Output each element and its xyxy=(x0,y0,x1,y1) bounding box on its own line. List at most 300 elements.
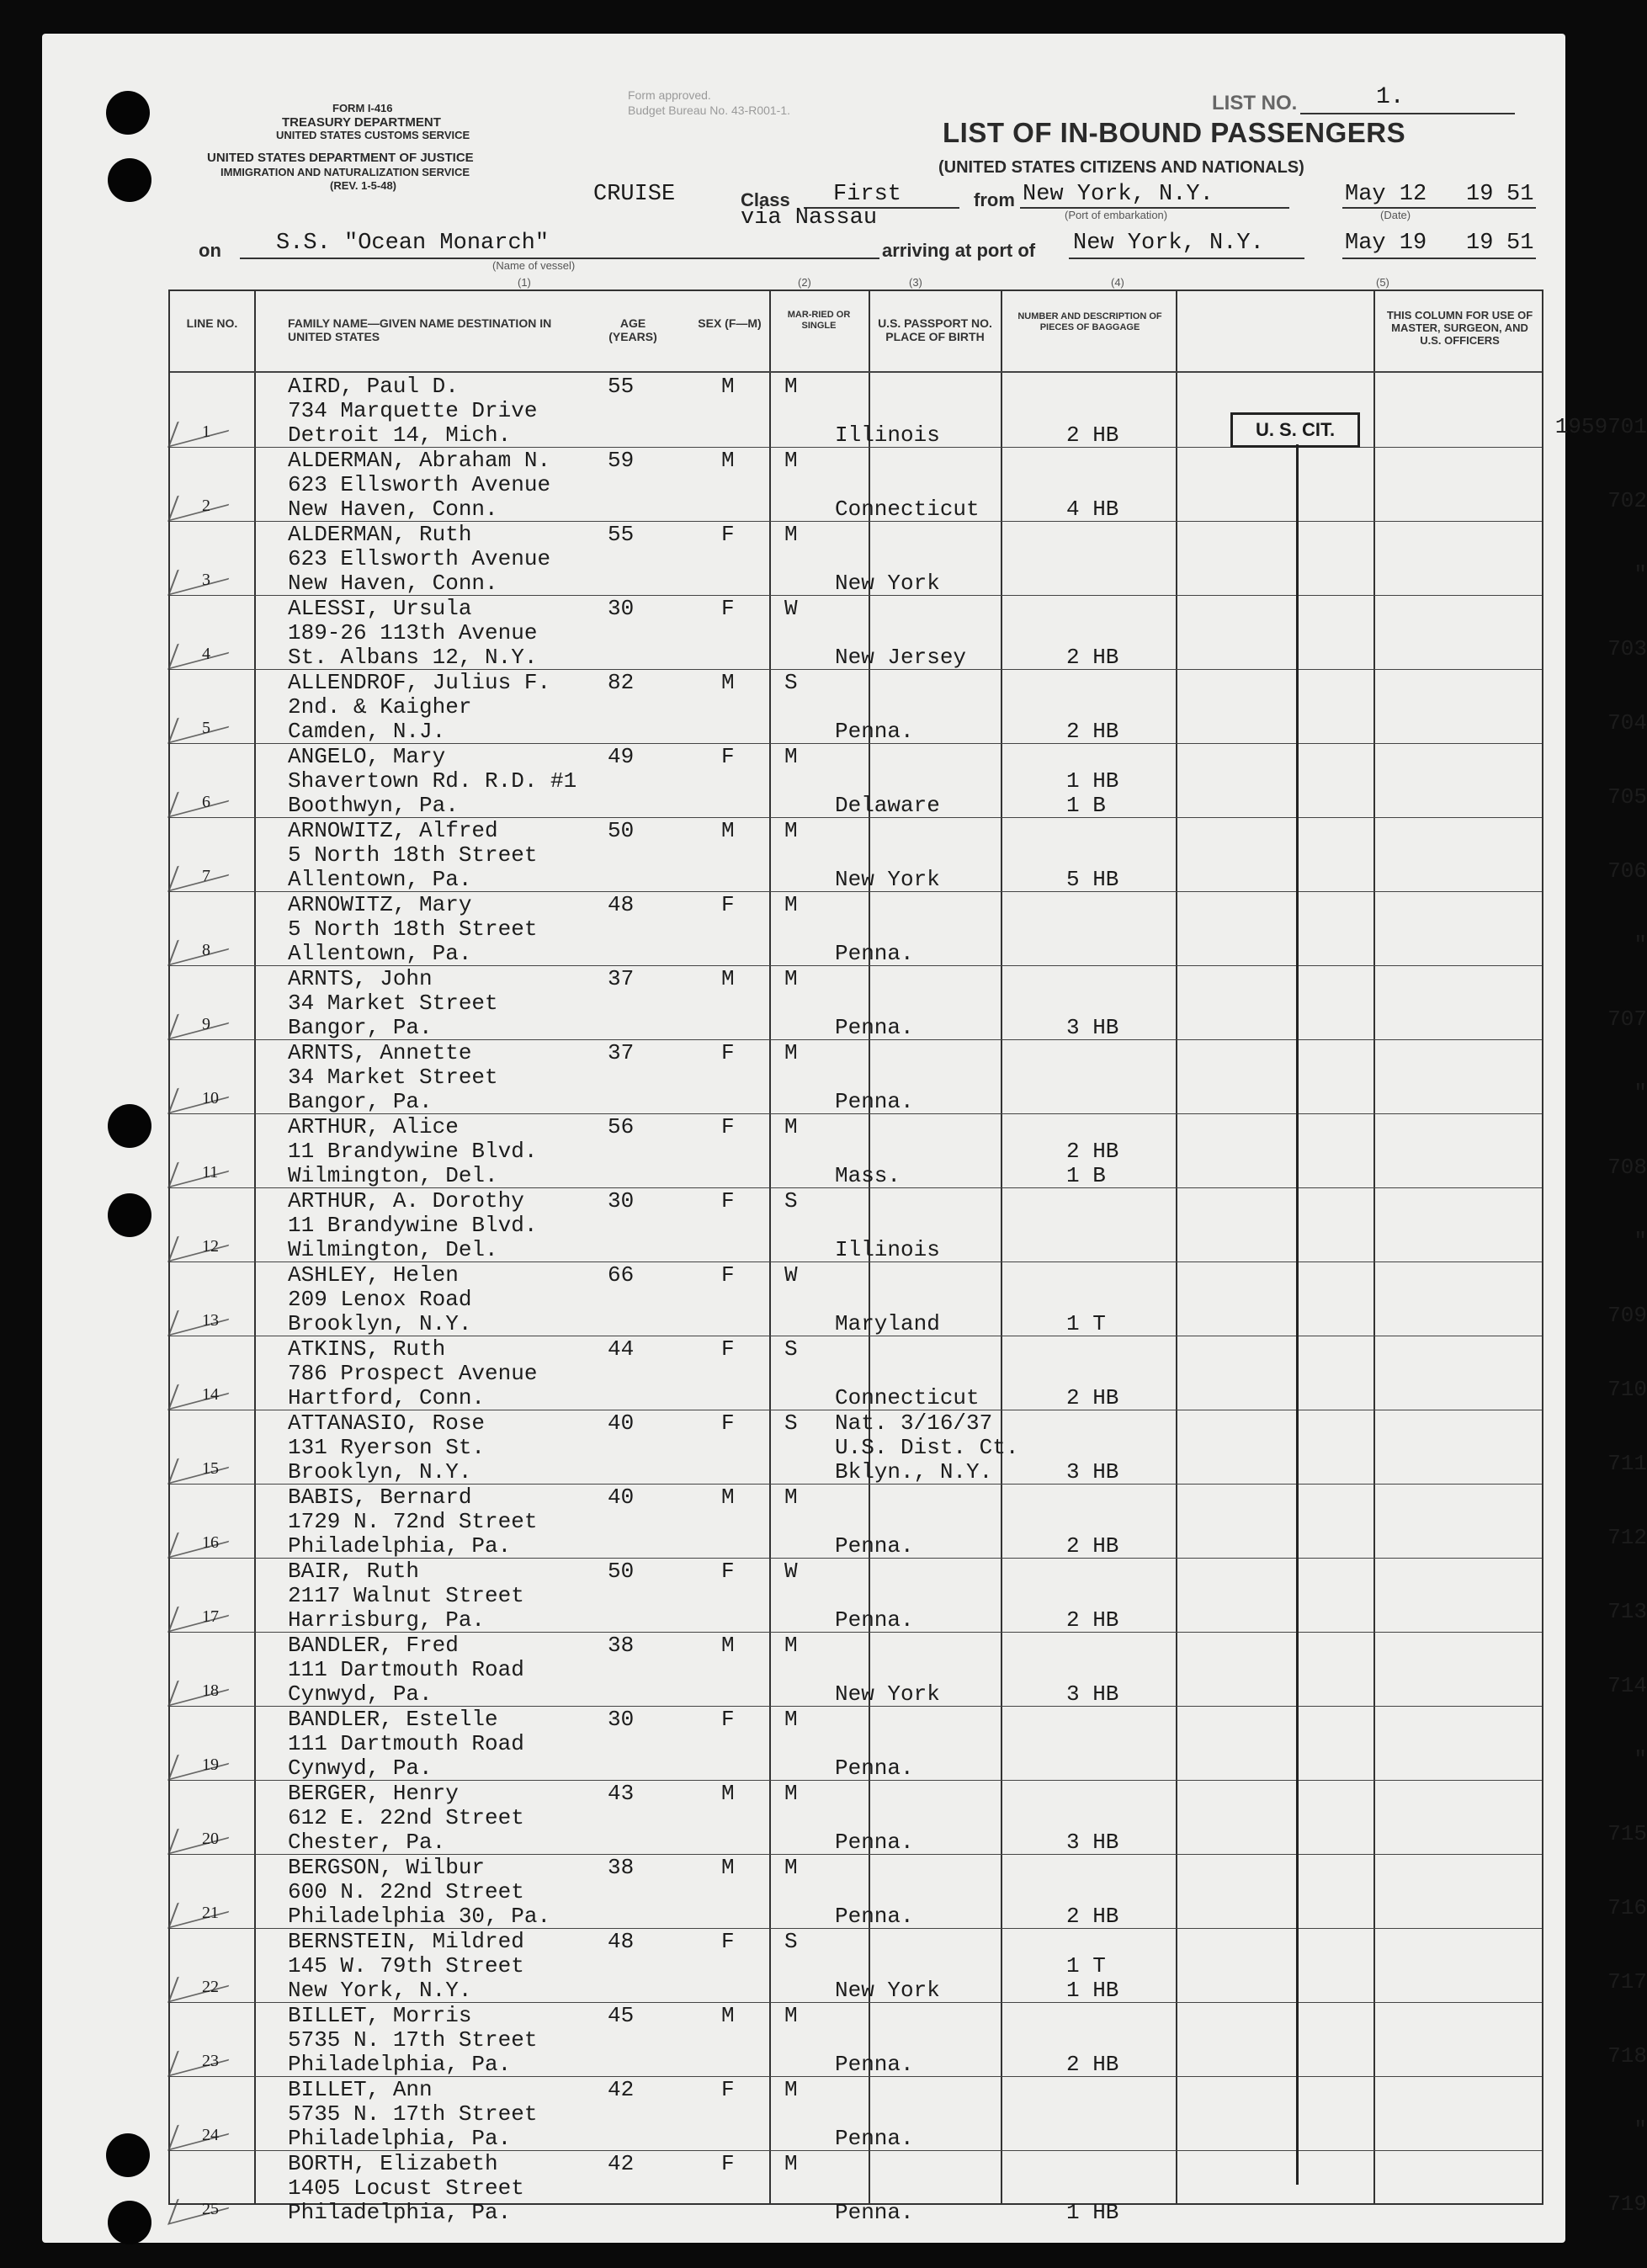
embark-port: New York, N.Y. xyxy=(1023,182,1214,207)
sex-value: F xyxy=(721,1114,735,1139)
table-row xyxy=(170,1558,1647,1633)
officer-number: " xyxy=(1634,1081,1647,1106)
line-number: 8 xyxy=(202,941,210,959)
place-of-birth-3: New York xyxy=(835,867,940,892)
address-line-2: Camden, N.J. xyxy=(288,719,446,744)
age-value: 50 xyxy=(608,1559,635,1584)
baggage-2: 3 HB xyxy=(1066,1015,1119,1040)
line-number: 12 xyxy=(202,1237,219,1256)
binder-hole-1 xyxy=(106,91,150,135)
sex-value: F xyxy=(721,1929,735,1954)
sex-value: M xyxy=(721,1855,735,1880)
address-line-2: New York, N.Y. xyxy=(288,1978,472,2003)
vessel-caption: (Name of vessel) xyxy=(492,259,576,272)
passenger-name: ATKINS, Ruth xyxy=(288,1336,446,1362)
address-line-2: Brooklyn, N.Y. xyxy=(288,1459,472,1485)
col-married: MAR-RIED OR SINGLE xyxy=(787,310,851,331)
address-line-2: Detroit 14, Mich. xyxy=(288,422,512,448)
address-line-2: Hartford, Conn. xyxy=(288,1385,486,1410)
age-value: 37 xyxy=(608,1040,635,1065)
sex-value: M xyxy=(721,2003,735,2028)
column-1-caption: (1) xyxy=(518,276,531,289)
officer-number: 702 xyxy=(1607,488,1647,513)
address-line-1: 34 Market Street xyxy=(288,991,498,1016)
age-value: 50 xyxy=(608,818,635,843)
baggage-2: 3 HB xyxy=(1066,1681,1119,1707)
place-of-birth-3: Connecticut xyxy=(835,497,980,522)
baggage-2: 2 HB xyxy=(1066,645,1119,670)
address-line-1: 111 Dartmouth Road xyxy=(288,1657,524,1682)
officer-number: 707 xyxy=(1607,1007,1647,1032)
marital-status: M xyxy=(784,522,798,547)
age-value: 48 xyxy=(608,892,635,917)
officer-number: 716 xyxy=(1607,1895,1647,1920)
address-line-1: 111 Dartmouth Road xyxy=(288,1731,524,1756)
address-line-1: 5 North 18th Street xyxy=(288,916,538,942)
age-value: 45 xyxy=(608,2003,635,2028)
officer-number: 712 xyxy=(1607,1525,1647,1550)
passenger-name: BILLET, Ann xyxy=(288,2077,433,2102)
baggage-2: 2 HB xyxy=(1066,1904,1119,1929)
address-line-1: 11 Brandywine Blvd. xyxy=(288,1139,538,1164)
age-value: 48 xyxy=(608,1929,635,1954)
line-number: 25 xyxy=(202,2200,219,2218)
place-of-birth-3: Penna. xyxy=(835,1089,914,1114)
address-line-2: Brooklyn, N.Y. xyxy=(288,1311,472,1336)
ins-service: IMMIGRATION AND NATURALIZATION SERVICE xyxy=(220,166,470,178)
marital-status: W xyxy=(784,1262,798,1288)
marital-status: M xyxy=(784,892,798,917)
place-of-birth-3: Penna. xyxy=(835,719,914,744)
baggage-2: 1 T xyxy=(1066,1311,1106,1336)
age-value: 42 xyxy=(608,2151,635,2176)
address-line-1: Shavertown Rd. R.D. #1 xyxy=(288,768,577,794)
sex-value: F xyxy=(721,2151,735,2176)
place-of-birth-3: Penna. xyxy=(835,1904,914,1929)
arrival-year-prefix: 19 xyxy=(1466,231,1494,256)
binder-hole-3 xyxy=(108,1104,151,1148)
baggage-2: 5 HB xyxy=(1066,867,1119,892)
line-number: 6 xyxy=(202,793,210,811)
age-value: 43 xyxy=(608,1781,635,1806)
officer-number: 704 xyxy=(1607,710,1647,736)
age-value: 30 xyxy=(608,1707,635,1732)
address-line-1: 623 Ellsworth Avenue xyxy=(288,546,551,571)
class-label: Class xyxy=(741,189,790,210)
age-value: 30 xyxy=(608,596,635,621)
age-value: 56 xyxy=(608,1114,635,1139)
line-number: 11 xyxy=(202,1163,219,1182)
baggage-2: 3 HB xyxy=(1066,1830,1119,1855)
place-of-birth-3: New York xyxy=(835,1978,940,2003)
sex-value: F xyxy=(721,1707,735,1732)
place-of-birth-3: Penna. xyxy=(835,1755,914,1781)
marital-status: M xyxy=(784,818,798,843)
table-row xyxy=(170,1336,1647,1410)
from-label: from xyxy=(974,189,1015,210)
passenger-name: AIRD, Paul D. xyxy=(288,374,459,399)
officer-number: 710 xyxy=(1607,1377,1647,1402)
place-of-birth-3: New Jersey xyxy=(835,645,967,670)
passenger-table xyxy=(168,289,1647,2225)
address-line-1: 5735 N. 17th Street xyxy=(288,2101,538,2127)
officer-number: 714 xyxy=(1607,1673,1647,1698)
address-line-2: Cynwyd, Pa. xyxy=(288,1681,433,1707)
binder-hole-5 xyxy=(106,2133,150,2177)
table-row xyxy=(170,669,1647,744)
place-of-birth-3: Penna. xyxy=(835,2126,914,2151)
document-title: LIST OF IN-BOUND PASSENGERS xyxy=(943,117,1406,148)
passenger-name: BERGER, Henry xyxy=(288,1781,459,1806)
table-row xyxy=(170,521,1647,596)
table-row xyxy=(170,965,1647,1040)
passenger-name: ANGELO, Mary xyxy=(288,744,446,769)
departure-year: 51 xyxy=(1506,182,1534,207)
marital-status: M xyxy=(784,448,798,473)
table-row xyxy=(170,1706,1647,1781)
sex-value: F xyxy=(721,1188,735,1214)
age-value: 40 xyxy=(608,1485,635,1510)
age-value: 66 xyxy=(608,1262,635,1288)
address-line-1: 5 North 18th Street xyxy=(288,842,538,868)
sex-value: F xyxy=(721,1336,735,1362)
sex-value: M xyxy=(721,818,735,843)
document-subtitle: (UNITED STATES CITIZENS AND NATIONALS) xyxy=(938,158,1304,177)
sex-value: M xyxy=(721,966,735,991)
officer-number: 715 xyxy=(1607,1821,1647,1846)
sex-value: F xyxy=(721,1410,735,1436)
marital-status: M xyxy=(784,966,798,991)
baggage-2: 3 HB xyxy=(1066,1459,1119,1485)
marital-status: M xyxy=(784,1633,798,1658)
line-number: 7 xyxy=(202,867,210,885)
passenger-name: BAIR, Ruth xyxy=(288,1559,420,1584)
class-value: First xyxy=(833,182,902,207)
address-line-2: New Haven, Conn. xyxy=(288,497,498,522)
passenger-name: BABIS, Bernard xyxy=(288,1485,472,1510)
baggage-2: 1 HB xyxy=(1066,1978,1119,2003)
address-line-2: Allentown, Pa. xyxy=(288,941,472,966)
marital-status: M xyxy=(784,1114,798,1139)
address-line-1: 209 Lenox Road xyxy=(288,1287,472,1312)
sex-value: F xyxy=(721,522,735,547)
line-number: 22 xyxy=(202,1978,219,1996)
baggage-2: 2 HB xyxy=(1066,1385,1119,1410)
line-number: 1 xyxy=(202,422,210,441)
officer-number: " xyxy=(1634,562,1647,587)
marital-status: W xyxy=(784,596,798,621)
marital-status: W xyxy=(784,1559,798,1584)
address-line-2: Bangor, Pa. xyxy=(288,1015,433,1040)
arrival-year: 51 xyxy=(1506,231,1534,256)
address-line-1: 612 E. 22nd Street xyxy=(288,1805,524,1830)
officer-number: 705 xyxy=(1607,784,1647,810)
binder-hole-2 xyxy=(108,158,151,202)
line-number: 15 xyxy=(202,1459,219,1478)
line-number: 24 xyxy=(202,2126,219,2144)
place-of-birth-1: Nat. 3/16/37 xyxy=(835,1410,993,1436)
officer-number: 717 xyxy=(1607,1969,1647,1994)
address-line-2: Allentown, Pa. xyxy=(288,867,472,892)
sex-value: M xyxy=(721,1781,735,1806)
address-line-1: 623 Ellsworth Avenue xyxy=(288,472,551,497)
place-of-birth-3: Penna. xyxy=(835,1830,914,1855)
sex-value: M xyxy=(721,1633,735,1658)
officer-number: 1959701 xyxy=(1554,414,1647,439)
sex-value: F xyxy=(721,892,735,917)
place-of-birth-3: Penna. xyxy=(835,1533,914,1559)
passenger-name: BANDLER, Fred xyxy=(288,1633,459,1658)
col-line-no: LINE NO. xyxy=(186,316,238,330)
place-of-birth-3: Maryland xyxy=(835,1311,940,1336)
address-line-2: Philadelphia, Pa. xyxy=(288,2052,512,2077)
table-row xyxy=(170,1113,1647,1188)
cruise-label: CRUISE xyxy=(593,182,676,207)
table-row xyxy=(170,1261,1647,1336)
col-age: AGE (YEARS) xyxy=(608,316,657,344)
table-row xyxy=(170,2150,1647,2225)
age-value: 40 xyxy=(608,1410,635,1436)
line-number: 19 xyxy=(202,1755,219,1774)
revision: (REV. 1-5-48) xyxy=(330,179,396,192)
age-value: 49 xyxy=(608,744,635,769)
customs-service: UNITED STATES CUSTOMS SERVICE xyxy=(276,129,470,141)
on-label: on xyxy=(199,240,221,261)
table-row xyxy=(170,1039,1647,1114)
sex-value: M xyxy=(721,1485,735,1510)
marital-status: M xyxy=(784,1707,798,1732)
age-value: 38 xyxy=(608,1855,635,1880)
sex-value: F xyxy=(721,2077,735,2102)
baggage-2: 2 HB xyxy=(1066,1607,1119,1633)
officer-number: 703 xyxy=(1607,636,1647,661)
column-5-caption: (5) xyxy=(1376,276,1389,289)
age-value: 42 xyxy=(608,2077,635,2102)
column-4-caption: (4) xyxy=(1111,276,1124,289)
place-of-birth-3: Penna. xyxy=(835,2052,914,2077)
col-baggage: NUMBER AND DESCRIPTION OF PIECES OF BAGGAGE xyxy=(1017,311,1162,332)
passenger-name: ARNOWITZ, Alfred xyxy=(288,818,498,843)
address-line-1: 1405 Locust Street xyxy=(288,2175,524,2201)
baggage-1: 1 HB xyxy=(1066,768,1119,794)
baggage-2: 1 HB xyxy=(1066,2200,1119,2225)
address-line-2: Chester, Pa. xyxy=(288,1830,446,1855)
line-number: 2 xyxy=(202,497,210,515)
place-of-birth-3: Penna. xyxy=(835,941,914,966)
officer-number: " xyxy=(1634,1747,1647,1772)
passenger-name: BERNSTEIN, Mildred xyxy=(288,1929,524,1954)
line-number: 23 xyxy=(202,2052,219,2070)
baggage-2: 2 HB xyxy=(1066,422,1119,448)
age-value: 44 xyxy=(608,1336,635,1362)
departure-date: May 12 xyxy=(1345,182,1427,207)
marital-status: M xyxy=(784,1855,798,1880)
line-number: 17 xyxy=(202,1607,219,1626)
table-row xyxy=(170,743,1647,818)
line-number: 5 xyxy=(202,719,210,737)
embark-caption: (Port of embarkation) xyxy=(1065,209,1168,221)
place-of-birth-3: Penna. xyxy=(835,1607,914,1633)
address-line-1: 189-26 113th Avenue xyxy=(288,620,538,645)
officer-bracket-mark xyxy=(1296,444,1299,2185)
sex-value: F xyxy=(721,744,735,769)
passenger-name: ALLENDROF, Julius F. xyxy=(288,670,551,695)
vessel-name: S.S. "Ocean Monarch" xyxy=(276,231,550,256)
officer-number: 708 xyxy=(1607,1155,1647,1180)
passenger-name: ALDERMAN, Abraham N. xyxy=(288,448,551,473)
baggage-1: 2 HB xyxy=(1066,1139,1119,1164)
passenger-name: ARTHUR, A. Dorothy xyxy=(288,1188,524,1214)
col-officers: THIS COLUMN FOR USE OF MASTER, SURGEON, AND U.S. OFFICERS xyxy=(1386,309,1533,347)
place-of-birth-3: Penna. xyxy=(835,2200,914,2225)
table-row xyxy=(170,595,1647,670)
column-2-caption: (2) xyxy=(798,276,811,289)
place-of-birth-3: Delaware xyxy=(835,793,940,818)
address-line-1: 2nd. & Kaigher xyxy=(288,694,472,720)
col-name-destination: FAMILY NAME—GIVEN NAME DESTINATION IN UNITED STATES xyxy=(288,316,552,344)
address-line-2: Philadelphia 30, Pa. xyxy=(288,1904,551,1929)
baggage-2: 4 HB xyxy=(1066,497,1119,522)
list-no-value: 1. xyxy=(1376,84,1405,110)
address-line-2: Philadelphia, Pa. xyxy=(288,1533,512,1559)
marital-status: M xyxy=(784,1040,798,1065)
justice-dept: UNITED STATES DEPARTMENT OF JUSTICE xyxy=(207,151,474,165)
marital-status: S xyxy=(784,670,798,695)
budget-bureau: Budget Bureau No. 43-R001-1. xyxy=(628,104,791,117)
address-line-1: 34 Market Street xyxy=(288,1065,498,1090)
line-number: 10 xyxy=(202,1089,219,1107)
col-passport: U.S. PASSPORT NO. PLACE OF BIRTH xyxy=(878,316,992,344)
address-line-2: Harrisburg, Pa. xyxy=(288,1607,486,1633)
line-number: 9 xyxy=(202,1015,210,1033)
table-row xyxy=(170,1484,1647,1559)
address-line-1: 145 W. 79th Street xyxy=(288,1953,524,1979)
officer-number: 711 xyxy=(1607,1451,1647,1476)
place-of-birth-3: Bklyn., N.Y. xyxy=(835,1459,993,1485)
line-number: 20 xyxy=(202,1830,219,1848)
line-number: 13 xyxy=(202,1311,219,1330)
passenger-name: ARTHUR, Alice xyxy=(288,1114,459,1139)
address-line-1: 734 Marquette Drive xyxy=(288,398,538,423)
passenger-name: ATTANASIO, Rose xyxy=(288,1410,486,1436)
officer-number: " xyxy=(1634,2117,1647,2143)
address-line-1: 2117 Walnut Street xyxy=(288,1583,524,1608)
age-value: 55 xyxy=(608,522,635,547)
table-row xyxy=(170,2076,1647,2151)
address-line-2: New Haven, Conn. xyxy=(288,571,498,596)
marital-status: M xyxy=(784,2077,798,2102)
age-value: 55 xyxy=(608,374,635,399)
via-value: via Nassau xyxy=(741,205,878,231)
passenger-name: BANDLER, Estelle xyxy=(288,1707,498,1732)
officer-number: 719 xyxy=(1607,2191,1647,2217)
passenger-name: ALESSI, Ursula xyxy=(288,596,472,621)
marital-status: S xyxy=(784,1336,798,1362)
list-no-label: LIST NO. xyxy=(1212,92,1298,114)
passenger-name: BILLET, Morris xyxy=(288,2003,472,2028)
officer-number: 709 xyxy=(1607,1303,1647,1328)
passenger-name: ALDERMAN, Ruth xyxy=(288,522,472,547)
place-of-birth-3: Connecticut xyxy=(835,1385,980,1410)
column-3-caption: (3) xyxy=(909,276,922,289)
age-value: 82 xyxy=(608,670,635,695)
officer-number: 706 xyxy=(1607,858,1647,884)
sex-value: F xyxy=(721,596,735,621)
marital-status: M xyxy=(784,744,798,769)
table-row xyxy=(170,1187,1647,1262)
col-sex: SEX (F—M) xyxy=(698,316,762,330)
sex-value: M xyxy=(721,670,735,695)
address-line-1: 11 Brandywine Blvd. xyxy=(288,1213,538,1238)
address-line-1: 600 N. 22nd Street xyxy=(288,1879,524,1904)
baggage-2: 2 HB xyxy=(1066,719,1119,744)
table-row xyxy=(170,817,1647,892)
line-number: 3 xyxy=(202,571,210,589)
line-number: 21 xyxy=(202,1904,219,1922)
table-row xyxy=(170,2002,1647,2077)
age-value: 37 xyxy=(608,966,635,991)
place-of-birth-3: New York xyxy=(835,571,940,596)
address-line-1: 1729 N. 72nd Street xyxy=(288,1509,538,1534)
address-line-2: Boothwyn, Pa. xyxy=(288,793,459,818)
address-line-2: Cynwyd, Pa. xyxy=(288,1755,433,1781)
baggage-2: 1 B xyxy=(1066,793,1106,818)
officer-number: " xyxy=(1634,932,1647,958)
age-value: 38 xyxy=(608,1633,635,1658)
sex-value: F xyxy=(721,1262,735,1288)
binder-hole-4 xyxy=(108,1193,151,1237)
treasury-dept: TREASURY DEPARTMENT xyxy=(282,115,441,130)
line-number: 4 xyxy=(202,645,210,663)
line-number: 16 xyxy=(202,1533,219,1552)
address-line-2: Bangor, Pa. xyxy=(288,1089,433,1114)
form-number: FORM I-416 xyxy=(332,102,393,114)
place-of-birth-3: Illinois xyxy=(835,1237,940,1262)
table-row xyxy=(170,1928,1647,2003)
marital-status: M xyxy=(784,2151,798,2176)
address-line-1: 131 Ryerson St. xyxy=(288,1435,486,1460)
sex-value: M xyxy=(721,374,735,399)
sex-value: F xyxy=(721,1559,735,1584)
marital-status: M xyxy=(784,2003,798,2028)
sex-value: F xyxy=(721,1040,735,1065)
officer-number: 713 xyxy=(1607,1599,1647,1624)
place-of-birth-3: Mass. xyxy=(835,1163,901,1188)
date-caption: (Date) xyxy=(1380,209,1411,221)
passenger-name: BORTH, Elizabeth xyxy=(288,2151,498,2176)
marital-status: S xyxy=(784,1188,798,1214)
table-row xyxy=(170,1632,1647,1707)
table-row xyxy=(170,1780,1647,1855)
baggage-2: 1 B xyxy=(1066,1163,1106,1188)
passenger-name: ASHLEY, Helen xyxy=(288,1262,459,1288)
sex-value: M xyxy=(721,448,735,473)
baggage-2: 2 HB xyxy=(1066,1533,1119,1559)
table-row xyxy=(170,891,1647,966)
table-row xyxy=(170,1410,1647,1485)
baggage-2: 2 HB xyxy=(1066,2052,1119,2077)
table-row xyxy=(170,447,1647,522)
line-number: 14 xyxy=(202,1385,219,1404)
address-line-2: Philadelphia, Pa. xyxy=(288,2126,512,2151)
officer-number: " xyxy=(1634,1229,1647,1254)
arrival-port: New York, N.Y. xyxy=(1073,231,1264,256)
place-of-birth-3: Illinois xyxy=(835,422,940,448)
arrival-date: May 19 xyxy=(1345,231,1427,256)
age-value: 30 xyxy=(608,1188,635,1214)
age-value: 59 xyxy=(608,448,635,473)
address-line-2: Wilmington, Del. xyxy=(288,1163,498,1188)
